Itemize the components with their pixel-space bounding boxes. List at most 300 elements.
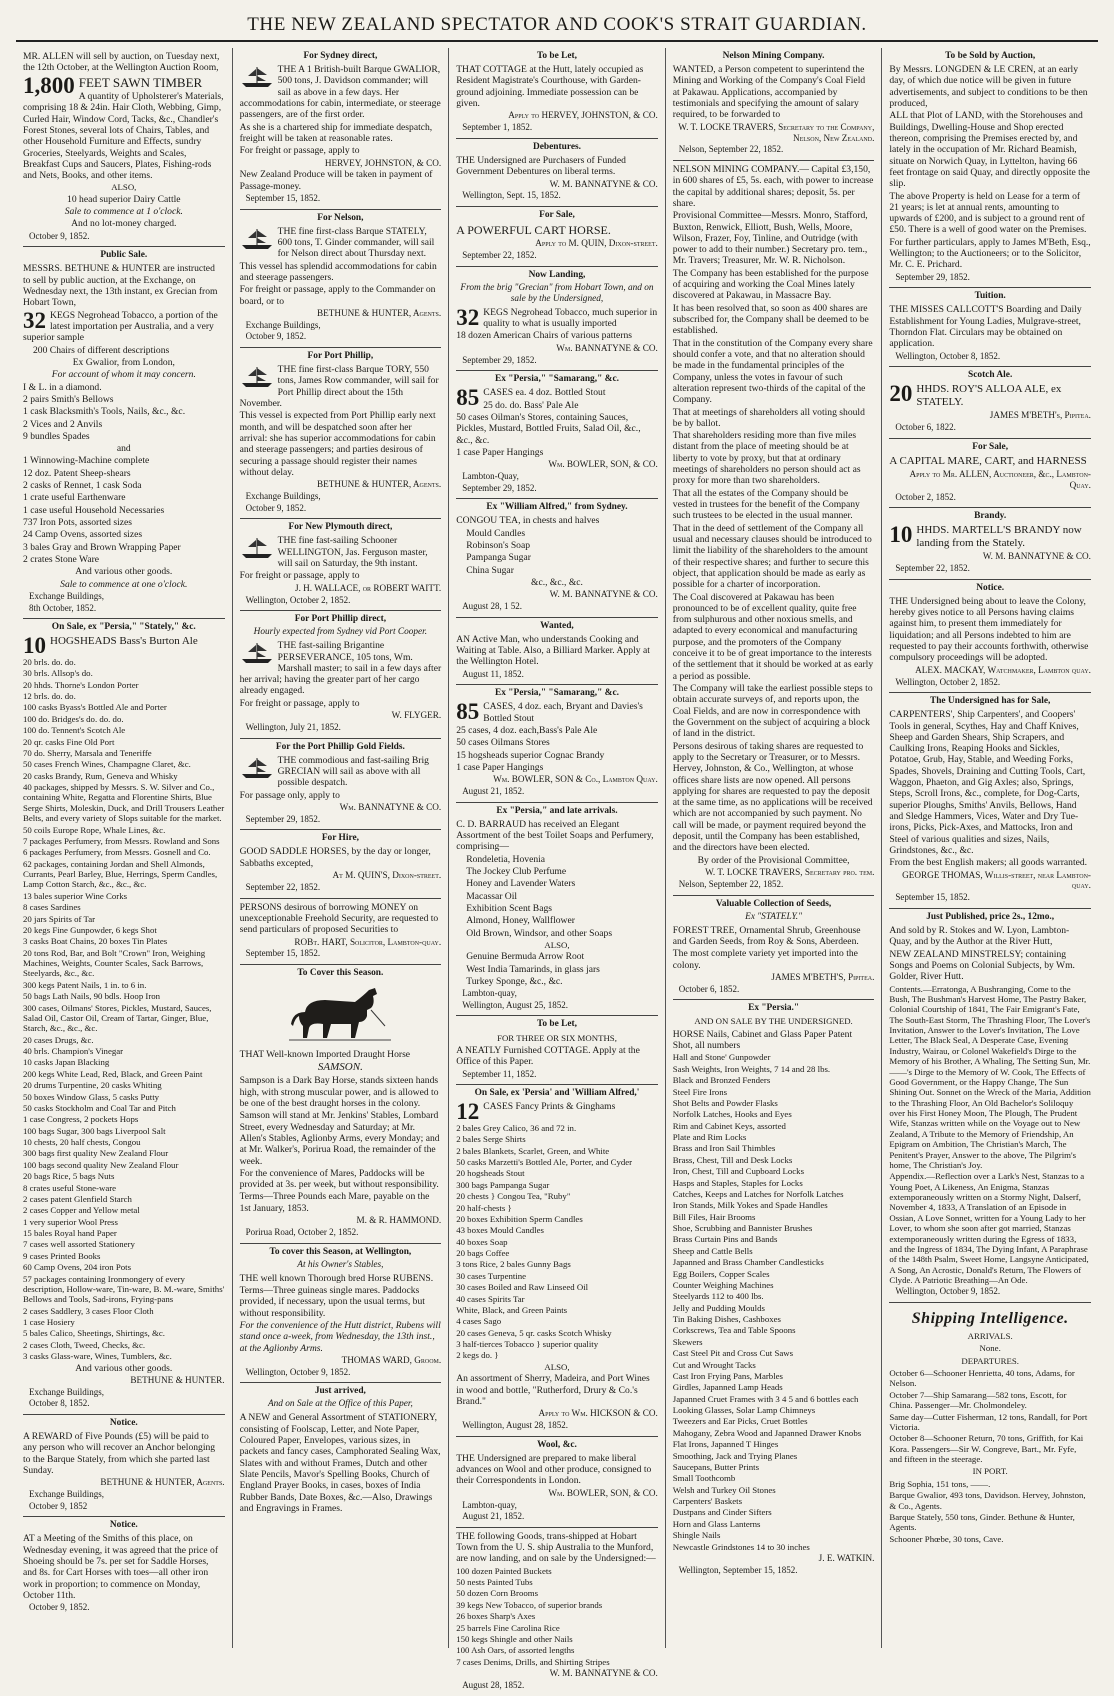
- ad-signature: BETHUNE & HUNTER, Agents.: [316, 479, 442, 490]
- list-item: 20 casks Brandy, Rum, Geneva and Whisky: [23, 770, 178, 781]
- list-item: 20 hhds. Thorne's London Porter: [23, 679, 139, 690]
- ad-freight: For freight or passage, apply to: [239, 145, 360, 157]
- list-item: and: [116, 443, 131, 455]
- ad-lead: MR. ALLEN will sell by auction, on Tuesday next, the 12th October, at the Wellington Auction Room,: [23, 51, 220, 74]
- ad-number: 20: [889, 381, 913, 407]
- ad-signature: Wm. BANNATYNE & CO.: [339, 801, 442, 812]
- ad-number: 32: [23, 307, 46, 333]
- ad-heading: Tuition.: [974, 291, 1006, 302]
- ad-body: An assortment of Sherry, Madeira, and Port Wines in wood and bottle, "Rutherford, Drury & Co.'s Brand.": [456, 1373, 650, 1407]
- ad-number: 12: [456, 1099, 480, 1125]
- list-item: Mahogany, Zebra Wood and Japanned Drawer Knobs: [672, 1427, 862, 1438]
- ad-now-landing: [456, 267, 658, 371]
- ad-body: This vessel is expected from Port Phillip early next month, and will be despatched soon after her arrival: she has superior accommodations for cabin and steerage passengers; and parties desirous of securing a passage should register their names without delay.: [239, 410, 436, 478]
- ad-wool: [456, 1437, 658, 1528]
- ad-bottled-stout: [456, 371, 658, 499]
- list-item: 100 bags Sugar, 300 bags Liverpool Salt: [23, 1125, 166, 1136]
- ad-date: August 21, 1852.: [462, 1511, 525, 1522]
- ad-sale-time: Sale to commence at one o'clock.: [60, 578, 188, 590]
- list-item: October 7—Ship Samarang—582 tons, Escott, for China. Passenger—Mr. Cholmondeley.: [889, 1389, 1067, 1411]
- ad-date: September 15, 1852.: [245, 193, 321, 204]
- ad-heading: On Sale, ex "Persia," "Stately," &c.: [51, 622, 196, 633]
- ad-heading: Just arrived,: [314, 1386, 366, 1397]
- list-item: Norfolk Latches, Hooks and Eyes: [672, 1109, 792, 1120]
- ad-also: ALSO,: [544, 1361, 570, 1372]
- ship-icon: [240, 641, 274, 665]
- ad-lead: THE Undersigned being about to leave the Colony, hereby gives notice to all Persons having claims against him, to present them immediately for liquidation; and all Persons indebted to him are requested to pay their accounts forthwith, otherwise compulsory proceedings will be adopted.: [889, 595, 1089, 664]
- list-item: Robinson's Soap: [466, 539, 531, 551]
- ad-heading: Notice.: [976, 582, 1005, 593]
- ad-signature: Apply to Mr. ALLEN, Auctioneer, &c., Lambton-Quay.: [909, 468, 1091, 490]
- item-list: [673, 1052, 875, 1552]
- list-item: 70 do. Sherry, Marsala and Teneriffe: [23, 747, 152, 758]
- ad-signature: HERVEY, JOHNSTON, & CO.: [324, 157, 442, 168]
- list-item: Macassar Oil: [466, 890, 518, 902]
- list-item: 20 drums Turpentine, 20 casks Whiting: [23, 1080, 162, 1091]
- list-item: 20 brls. do. do.: [23, 656, 76, 667]
- ad-heading: For Port Phillip,: [307, 351, 374, 362]
- list-item: 20 half-chests }: [456, 1202, 512, 1213]
- ad-subheading: FOR THREE OR SIX MONTHS,: [497, 1032, 617, 1043]
- ad-date: October 9, 1852: [29, 1500, 88, 1511]
- ad-public-sale: [23, 247, 225, 619]
- ad-reward-notice: [23, 1415, 225, 1517]
- list-item: 3 tons Rice, 2 bales Gunny Bags: [456, 1259, 571, 1270]
- ad-port-phillip-tory: [240, 348, 442, 519]
- list-item: 3 casks Boat Chains, 20 boxes Tin Plates: [23, 936, 168, 947]
- ad-place: Lambton-Quay,: [462, 470, 519, 481]
- ad-trans-shipped: [456, 1528, 658, 1696]
- ad-subheading: From the brig "Grecian" from Hobart Town, and on sale by the Undersigned,: [460, 282, 654, 304]
- ship-icon: [240, 365, 274, 389]
- ad-debentures: [456, 139, 658, 207]
- ad-lead: THE commodious and fast-sailing Brig GRECIAN will sail as above with all possible despatch.: [277, 754, 429, 789]
- ad-lead: A NEW and General Assortment of STATIONERY, consisting of Foolscap, Letter, and Note Paper, Coloured Paper, Envelopes, various sizes, in packets and fancy cases, Camphorated Sealing Wax, Slates with and without Frames, Dutch and other Slate Pencils, Mavor's Spelling Books, Church of England Prayer Books, in cases, boxes of India Rubber Bands, Date Boxes, &c.—Also, Drawings and Engravings in Frames.: [239, 1412, 441, 1514]
- ad-subheading: AND ON SALE BY THE UNDERSIGNED.: [694, 1016, 853, 1027]
- ad-date: August 21, 1852.: [462, 786, 525, 797]
- list-item: 100 Ash Oars, of assorted lengths: [456, 1645, 575, 1656]
- ad-body: The most complete variety yet imported into the colony.: [672, 948, 858, 971]
- ad-heading: Ex "William Alfred," from Sydney.: [486, 502, 628, 513]
- ad-stationery: [240, 1383, 442, 1519]
- list-item: Barque Gwalior, 493 tons, Davidson. Hervey, Johnston, & Co., Agents.: [889, 1490, 1086, 1511]
- list-item: 2 crates Stone Ware: [23, 553, 100, 565]
- list-item: 2 kegs do. }: [456, 1350, 499, 1361]
- ad-place: Lambton-quay,: [462, 988, 517, 999]
- list-item: 6 packages Perfumery, from Messrs. Gosnell and Co.: [23, 847, 211, 858]
- ad-signature: W. T. LOCKE TRAVERS, Secretary to the Company, Nelson, New Zealand.: [678, 121, 875, 143]
- list-item: 10 casks Japan Blacking: [23, 1057, 110, 1068]
- list-item: 50 casks Stockholm and Coal Tar and Pitch: [23, 1102, 176, 1113]
- ad-heading: Now Landing,: [528, 269, 586, 280]
- arrivals-none: None.: [979, 1343, 1001, 1354]
- list-item: 24 Camp Ovens, assorted sizes: [23, 529, 143, 541]
- ad-date: August 28, 1852.: [462, 1679, 525, 1690]
- ad-signature: W. FLYGER.: [391, 710, 442, 721]
- ad-date: Nelson, September 22, 1852.: [678, 144, 784, 155]
- ad-heading: Ex "Persia," "Samarang," &c.: [495, 688, 619, 699]
- ad-date: September 11, 1852.: [462, 1068, 537, 1079]
- list-item: 30 cases Turpentine: [456, 1270, 527, 1281]
- list-item: 1 Winnowing-Machine complete: [23, 455, 150, 467]
- ad-date: October 9, 1852.: [245, 331, 307, 342]
- list-item: 15 hogsheads superior Cognac Brandy: [456, 749, 605, 761]
- list-item: 30 cases Boiled and Raw Linseed Oil: [456, 1282, 589, 1293]
- ad-date: Wellington, August 25, 1852.: [462, 999, 568, 1010]
- ad-subheading: Ex "STATELY.": [745, 911, 803, 922]
- ad-paragraph: The Company will take the earliest possible steps to obtain accurate surveys of, and reports upon, the Coal Fields, and are now in correspondence with the Government on the subject of acquiring a block of land in the district.: [672, 683, 873, 740]
- list-item: Pampanga Sugar: [466, 552, 531, 564]
- ad-signature: ROBt. HART, Solicitor, Lambton-quay.: [294, 936, 442, 947]
- ad-lead: PERSONS desirous of borrowing MONEY on unexceptionable Freehold Security, are requested to send particulars of proposed Securities to: [239, 901, 439, 936]
- ad-heading: For Port Phillip direct,: [294, 614, 387, 625]
- list-item: Saucepans, Butter Prints: [672, 1461, 760, 1472]
- ad-nelson-stately: [240, 210, 442, 348]
- list-item: 2 cases Copper and Yellow metal: [23, 1205, 140, 1216]
- list-item: 39 kegs New Tobacco, of superior brands: [456, 1599, 603, 1610]
- ad-signature: W. T. LOCKE TRAVERS, Secretary pro. tem.: [705, 867, 875, 878]
- ad-barraud-soaps: [456, 803, 658, 1017]
- ad-terms: Terms—Three guineas single mares. Paddocks provided, if necessary, upon the usual terms, but without responsibility.: [239, 1284, 425, 1319]
- ad-signature: M. & R. HAMMOND.: [356, 1215, 442, 1226]
- item-list: [456, 1123, 658, 1361]
- ad-lead: MESSRS. BETHUNE & HUNTER are instructed to sell by public auction, at the Exchange, on Wednesday next, the 13th instant, ex Grecian from Hobart Town,: [23, 263, 218, 309]
- list-item: 1 case Hosiery: [23, 1317, 75, 1328]
- ad-terms: Terms—Three Pounds each Mare, payable on the 1st January, 1853.: [239, 1191, 430, 1214]
- ad-headline: CASES ea. 4 doz. Bottled Stout: [483, 387, 606, 399]
- list-item: 7 packages Perfumery, from Messrs. Rowland and Sons: [23, 835, 220, 846]
- list-item: Dustpans and Cinder Sifters: [672, 1507, 772, 1518]
- list-item: Shingle Nails: [672, 1530, 721, 1541]
- list-item: Shoe, Scrubbing and Bannister Brushes: [672, 1223, 813, 1234]
- ad-congou-tea: [456, 499, 658, 617]
- ad-freight: For passage only, apply to: [239, 789, 340, 801]
- list-item: Hall and Stone' Gunpowder: [672, 1052, 771, 1063]
- list-item: 57 packages containing Ironmongery of every description, Hollow-ware, Tin-ware, B. M.-ware, Smiths' Bellows and Tools, Sad-irons, Frying-pans: [23, 1273, 225, 1305]
- ad-date: August 28, 1 52.: [462, 601, 522, 612]
- ad-date: October 9, 1852.: [29, 230, 90, 241]
- ad-tuition: [889, 288, 1091, 367]
- ad-brandy: [889, 508, 1091, 580]
- list-item: Cut and Wrought Tacks: [672, 1359, 756, 1370]
- ad-lead: And sold by R. Stokes and W. Lyon, Lambton-Quay, and by the Author at the River Hutt,: [889, 925, 1070, 948]
- ad-body: The above Property is held on Lease for a term of 21 years; is let at annual rents, amounting to upwards of £200, and is subject to a ground rent of £50. There is a well of good water on the Premises.: [889, 190, 1087, 236]
- list-item: October 6—Schooner Henrietta, 40 tons, Adams, for Nelson.: [889, 1368, 1075, 1389]
- list-item: 50 boxes Window Glass, 5 casks Putty: [23, 1091, 160, 1102]
- list-item: 1 case useful Household Necessaries: [23, 504, 165, 516]
- list-item: 15 bales Royal hand Paper: [23, 1228, 117, 1239]
- list-item: 7 cases well assorted Stationery: [23, 1239, 135, 1250]
- ad-heading: For Sale,: [539, 210, 575, 220]
- list-item: 300 kegs Patent Nails, 1 in. to 6 in.: [23, 979, 147, 990]
- list-item: 9 cases Printed Books: [23, 1250, 101, 1261]
- ad-cottage-hutt: [456, 48, 658, 139]
- ad-lead: CONGOU TEA, in chests and halves: [456, 515, 600, 527]
- ad-body: This vessel has splendid accommodations for cabin and steerage passengers.: [239, 260, 437, 284]
- list-item: 1 very superior Wool Press: [23, 1216, 118, 1227]
- ad-headline: CASES Fancy Prints & Ginghams: [483, 1101, 616, 1113]
- list-item: 12 doz. Patent Sheep-shears: [23, 467, 131, 479]
- list-item: 2 bales Blankets, Scarlet, Green, and White: [456, 1145, 610, 1156]
- ad-land-auction: [889, 48, 1091, 288]
- ad-body: Samson will stand at Mr. Jenkins' Stables, Lombard Street, every Wednesday and Saturday; at Mr. Allen's Stables, Aglionby Arms, every Monday; and at Mr. Walker's, Porirua Road, the remainder of the week.: [239, 1110, 440, 1167]
- list-item: 50 bags Lath Nails, 90 bdls. Hoop Iron: [23, 991, 161, 1002]
- ad-item: 200 Chairs of different descriptions: [33, 344, 170, 356]
- list-item: 100 bags second quality New Zealand Flour: [23, 1159, 179, 1170]
- list-item: Brass Curtain Pins and Bands: [672, 1234, 778, 1245]
- list-item: Cast Iron Frying Pans, Marbles: [672, 1370, 783, 1381]
- ad-lead: THE fine first-class Barque STATELY, 600 tons, T. Ginder commander, will sail for Nelson direct about Thursday next.: [277, 225, 435, 260]
- list-item: Newcastle Grindstones 14 to 30 inches: [672, 1541, 810, 1552]
- ad-date: August 11, 1852.: [462, 668, 524, 679]
- list-item: Smoothing, Jack and Trying Planes: [672, 1450, 798, 1461]
- list-item: 50 dozen Corn Brooms: [456, 1588, 539, 1599]
- horse-name: SAMSON.: [317, 1061, 363, 1074]
- ad-number: 32: [456, 304, 480, 330]
- list-item: 7 cases Denims, Drills, and Shirting Stripes: [456, 1656, 610, 1667]
- ad-mining-wanted: [673, 48, 875, 161]
- ad-date: September 29, 1852.: [462, 482, 537, 493]
- list-item: 1 case Paper Hangings: [456, 761, 544, 773]
- ad-paragraph: The Coal discovered at Pakawau has been pronounced to be of excellent quality, quite free from sulphurous and other noxious smells, and adapted to every economical and manufacturing purpose, and the promoters of the Company conceive it to be of great importance to the interests of the settlement that it should be worked at as early a period as possible.: [672, 591, 874, 682]
- list-item: Steelyards 112 to 400 lbs.: [672, 1291, 764, 1302]
- list-item: Jelly and Pudding Moulds: [672, 1302, 765, 1313]
- ad-sale-time: Sale to commence at 1 o'clock.: [64, 206, 183, 218]
- list-item: 1 case Congress, 2 pockets Hops: [23, 1114, 139, 1125]
- list-item: 62 packages, containing Jordan and Shell Almonds, Currants, Pearl Barley, Blue, Herrings, Sperm Candles, Lamp Cotton Starch, &c., &c., &c.: [23, 858, 218, 890]
- list-item: 1 cask Blacksmith's Tools, Nails, &c., &c.: [23, 406, 186, 418]
- list-item: 25 barrels Fine Carolina Rice: [456, 1622, 560, 1633]
- list-item: 2 cases Cloth, Tweed, Checks, &c.: [23, 1339, 146, 1350]
- ad-lead: THE fast-sailing Brigantine PERSEVERANCE, 105 tons, Wm. Marshall master; to sail in a few days after her arrival; having the greater part of her cargo already engaged.: [239, 640, 442, 697]
- ad-heading: Just Published, price 2s., 12mo.,: [926, 911, 1055, 922]
- ad-date: Porirua Road, October 2, 1852.: [245, 1226, 359, 1237]
- list-item: 2 bales Serge Shirts: [456, 1134, 526, 1145]
- list-item: Japanned Cruet Frames with 3 4 5 and 6 bottles each: [672, 1393, 859, 1404]
- list-item: Almond, Honey, Wallflower: [466, 915, 575, 927]
- list-item: 20 boxes Exhibition Sperm Candles: [456, 1213, 583, 1224]
- ad-body: As she is a chartered ship for immediate despatch, freight will be taken at reasonable rates.: [239, 121, 433, 144]
- ad-paragraph: That in the deed of settlement of the Company all usual and necessary clauses should be introduced to limit the liability of the shareholders to the amount of their respective shares; and further to secure this object, that application should be made as early as possible for a charter of incorporation.: [672, 522, 872, 591]
- item-list: [456, 1566, 658, 1667]
- list-item: 30 brls. Allsop's do.: [23, 668, 93, 679]
- ad-lead: THE following Goods, trans-shipped at Hobart Town from the U. S. ship Australia to the Munford, are now landing, and on sale by the Undersigned:—: [456, 1530, 656, 1565]
- ad-heading: To be Sold by Auction,: [945, 51, 1036, 61]
- ship-icon: [240, 65, 274, 89]
- list-item: 25 cases, 4 doz. each,Bass's Pale Ale: [456, 725, 598, 736]
- column-4: [666, 48, 883, 1648]
- ad-date: October 6, 1852.: [678, 983, 740, 994]
- list-item: 20 tons Rod, Bar, and Bolt "Crown" Iron, Weighing Machines, Weights, Counter Scales, Sack Barrows, Steelyards, &c., &c.: [23, 947, 206, 979]
- list-item: 3 half-tierces Tobacco } superior quality: [456, 1339, 599, 1350]
- ad-ex: Ex Gwalior, from London,: [72, 356, 175, 368]
- ad-heading: To be Let,: [536, 1019, 577, 1030]
- list-item: 26 boxes Sharp's Axes: [456, 1611, 536, 1622]
- list-item: 20 jars Spirits of Tar: [23, 913, 96, 924]
- list-item: China Sugar: [466, 564, 514, 576]
- ad-grecian: [240, 739, 442, 831]
- ad-body: For further particulars, apply to James M'Beth, Esq., Wellington; to the Auctioneers; or to the Solicitor, Mr. C. E. Prichard.: [889, 236, 1091, 271]
- ad-date: Nelson, September 22, 1852.: [678, 878, 784, 889]
- list-item: 40 boxes Soap: [456, 1236, 508, 1247]
- shipping-intelligence: [889, 1303, 1091, 1549]
- list-item: 2 cases Saddlery, 3 cases Floor Cloth: [23, 1305, 154, 1316]
- ad-date: Wellington, October 8, 1852.: [895, 350, 1001, 361]
- ad-signature: J. E. WATKIN.: [818, 1552, 875, 1563]
- list-item: 300 bags Pampanga Sugar: [456, 1179, 550, 1190]
- ad-subheading: And on Sale at the Office of this Paper,: [267, 1399, 413, 1410]
- item-list: [23, 382, 225, 566]
- list-item: 50 nests Painted Tubs: [456, 1577, 533, 1588]
- ad-date: September 29, 1852.: [245, 813, 321, 824]
- ad-heading: Notice.: [109, 1417, 138, 1428]
- ad-lead: C. D. BARRAUD has received an Elegant Assortment of the best Toilet Soaps and Perfumery, comprising—: [456, 818, 654, 853]
- ad-bryant-stout: [456, 685, 658, 802]
- ad-headline: ALL that Plot of LAND, with the Storehouses and Buildings, Dwelling-House and Shop erected thereon, comprising the Premises erected by, and lately in the occupation of Mr. Richard Beamish, situate on Norwich Quay, in Lyttelton, having 66 feet frontage on said Quay, and directly opposite the slip.: [889, 110, 1090, 190]
- ad-timber-auction: [23, 48, 225, 247]
- list-item: Japanned and Brass Chamber Candlesticks: [672, 1257, 824, 1268]
- ad-headline: CASES, 4 doz. each, Bryant and Davies's Bottled Stout: [483, 701, 643, 724]
- list-item: 4 cases Sago: [456, 1316, 502, 1327]
- list-item: Egg Boilers, Copper Scales: [672, 1268, 770, 1279]
- list-item: 100 casks Byass's Bottled Ale and Porter: [23, 702, 167, 713]
- ad-item: 18 dozen American Chairs of various patterns: [456, 330, 633, 342]
- horse-icon: [285, 982, 395, 1046]
- ad-paragraph: The Company has been established for the purpose of acquiring and working the Coal Mines lately discovered at Pakawau, in Massacre Bay.: [672, 267, 869, 302]
- ad-lead: THAT Well-known Imported Draught Horse: [239, 1049, 411, 1061]
- list-item: 300 cases, Oilmans' Stores, Pickles, Mustard, Sauces, Salad Oil, Castor Oil, Cream of Tartar, Ginger, Blue, Starch, &c., &c., &c.: [23, 1002, 212, 1034]
- ad-signature: JAMES M'BETH's, Pipitea.: [989, 410, 1091, 421]
- ad-appendix: Appendix.—Reflection over a Lark's Nest, Stanzas to a Young Poet, A Likeness, An Enigma, Stanzas extemporaneously written on a Stormy Night, Dalserf, November 4, 1833, A Translation of an Episode in Ossian, A Love Sonnet, written for a Young Lady to her Lover, to whom she soon after got married, Stanzas extemporaneously written during the Egress of 1833, and the Ingress of 1834, The Dying Infant, A Paraphrase of the 148th Psalm, Sweet Home, Langsyne Anticipated, A Song, An Acrostic, Donald's Return, The Flowers of Clyde. A Patriotic Breathing—An Ode.: [889, 1171, 1089, 1286]
- ad-heading: Wool, &c.: [537, 1439, 577, 1450]
- ad-date: October 2, 1852.: [895, 491, 956, 502]
- ad-perseverance: [240, 611, 442, 738]
- ad-paragraph: It has been resolved that, so soon as 400 shares are subscribed for, the Company shall be deemed to be established.: [672, 302, 869, 337]
- ad-lead: GOOD SADDLE HORSES, by the day or longer, Sabbaths excepted,: [239, 846, 431, 869]
- ad-signature: ALEX. MACKAY, Watchmaker, Lambton quay.: [915, 664, 1091, 675]
- ad-place: Exchange Buildings,: [29, 590, 104, 601]
- ad-date: Wellington, September 15, 1852.: [678, 1564, 798, 1575]
- ad-signature: W. M. BANNATYNE & CO.: [549, 178, 658, 189]
- ad-item: 10 head superior Dairy Cattle: [67, 193, 181, 205]
- list-item: 50 casks Marzetti's Bottled Ale, Porter, and Cyder: [456, 1157, 633, 1168]
- ad-heading: For Hire,: [321, 833, 359, 844]
- ad-date: September 22, 1852.: [245, 881, 321, 892]
- ad-signature: Wm. BOWLER, SON & Co., Lambton Quay.: [493, 774, 658, 785]
- list-item: Iron, Chest, Till and Cupboard Locks: [672, 1166, 804, 1177]
- list-item: Tin Baking Dishes, Cashboxes: [672, 1314, 781, 1325]
- ad-headline: FEET SAWN TIMBER: [78, 74, 203, 90]
- list-item: 200 kegs White Lead, Red, Black, and Green Paint: [23, 1068, 203, 1079]
- list-item: Schooner Phœbe, 30 tons, Cave.: [889, 1533, 1004, 1544]
- ad-date: Wellington, October 2, 1852.: [245, 594, 351, 605]
- section-title: Shipping Intelligence.: [911, 1310, 1069, 1328]
- ad-date: Wellington, Sept. 15, 1852.: [462, 190, 561, 201]
- list-item: Sash Weights, Iron Weights, 7 14 and 28 lbs.: [672, 1063, 831, 1074]
- list-item: Cast Steel Pit and Cross Cut Saws: [672, 1348, 794, 1359]
- column-3: [449, 48, 666, 1690]
- list-item: Honey and Lavender Waters: [466, 878, 576, 890]
- ad-body: For the convenience of the Hutt district, Rubens will stand once a-week, from Wednesday, the 13th inst., at the Aglionby Arms.: [239, 1319, 441, 1354]
- list-item: Brass and Iron Sail Thimbles: [672, 1143, 776, 1154]
- ad-heading: To Cover this Season.: [297, 967, 384, 978]
- ad-sydney-gwalior: [240, 48, 442, 210]
- list-item: Rim and Cabinet Keys, assorted: [672, 1120, 786, 1131]
- list-item: 50 cases Oilmans Stores: [456, 737, 550, 749]
- ad-new-plymouth: [240, 519, 442, 611]
- ad-heading: On Sale, ex 'Persia' and 'William Alfred,': [474, 1088, 640, 1099]
- list-item: 3 casks Glass-ware, Wines, Tumblers, &c.: [23, 1351, 172, 1362]
- list-item: Catches, Keeps and Latches for Norfolk Latches: [672, 1188, 844, 1199]
- list-item: October 8—Schooner Return, 70 tons, Griffith, for Kai Kora. Passengers—Sir W. Congreve, Bart., Mr. Fyfe, and fifteen in the steerage.: [889, 1433, 1084, 1465]
- list-item: Black and Bronzed Fenders: [672, 1075, 771, 1086]
- ad-headline: HHDS. MARTELL'S BRANDY now landing from the Stately.: [916, 524, 1082, 550]
- departures-list: [889, 1368, 1091, 1464]
- ad-minstrelsy: [889, 909, 1091, 1303]
- list-item: 300 bags first quality New Zealand Flour: [23, 1148, 169, 1159]
- ad-lead: A CAPITAL MARE, CART, and HARNESS: [889, 454, 1087, 467]
- ad-signature: THOMAS WARD, Groom.: [341, 1354, 442, 1365]
- ad-lead: THE A 1 British-built Barque GWALIOR, 500 tons, J. Davidson commander; will sail as above in a few days. Her accommodations for cabin, intermediate, or steerage passengers, are of the first order.: [239, 64, 441, 121]
- ad-lead: THE MISSES CALLCOTT'S Boarding and Daily Establishment for Young Ladies, Mulgrave-street, Thorndon Flat. Circulars may be obtained on application.: [889, 304, 1082, 350]
- list-item: Same day—Cutter Fisherman, 12 tons, Randall, for Port Victoria.: [889, 1411, 1088, 1432]
- arrivals-heading: ARRIVALS.: [967, 1330, 1013, 1341]
- list-item: 1 case Paper Hangings: [456, 446, 544, 458]
- list-item: 13 bales superior Wine Corks: [23, 890, 128, 901]
- list-item: 25 do. do. Bass' Pale Ale: [483, 399, 579, 411]
- ad-lead: THAT COTTAGE at the Hutt, lately occupied as Resident Magistrate's Courthouse, with Garden-ground adjoining. Immediate possession can be given.: [456, 64, 644, 110]
- ad-seeds: [673, 896, 875, 1001]
- ad-signature: W. M. BANNATYNE & CO.: [982, 551, 1091, 562]
- ad-paragraph: Provisional Committee—Messrs. Monro, Stafford, Buxton, Renwick, Elliott, Bush, Wells, Moore, Wilson, Frazer, Foy, Tinline, and Outridge (with power to add to their number.) Secretary pro. tem., Mr. Travers; Treasurer, Mr. W. R. Nicholson.: [672, 210, 868, 267]
- ad-headline: HHDS. ROY'S ALLOA ALE, ex STATELY.: [916, 383, 1062, 409]
- list-item: 3 bales Gray and Brown Wrapping Paper: [23, 541, 181, 553]
- ad-carpenters-tools: [889, 693, 1091, 909]
- list-item: 2 cases patent Glenfield Starch: [23, 1193, 132, 1204]
- ad-lead: THE Undersigned are prepared to make liberal advances on Wool and other produce, consigned to their Correspondents in London.: [456, 1452, 652, 1487]
- ad-heading: For Sydney direct,: [303, 51, 378, 61]
- ad-smiths-notice: [23, 1517, 225, 1618]
- ad-number: 1,800: [23, 72, 75, 98]
- ad-date: Wellington, October 9, 1852.: [895, 1286, 1001, 1297]
- ad-heading: Wanted,: [540, 620, 574, 631]
- list-item: 8 crates useful Stone-ware: [23, 1182, 117, 1193]
- ad-cart-horse: [456, 207, 658, 267]
- list-item: 40 packages, shipped by Messrs. S. W. Silver and Co., containing White, Regatta and Florentine Shirts, Blue Serge Shirts, Moleskin, Duck, and Drill Trousers Leather Belts, and every variety of Slops suitable for the market.: [23, 782, 225, 824]
- list-item: 20 chests } Congou Tea, "Ruby": [456, 1191, 571, 1202]
- ship-icon: [240, 536, 274, 560]
- ad-various: And various other goods.: [75, 1362, 173, 1374]
- list-item: Brig Sophia, 151 tons, ——.: [889, 1478, 991, 1489]
- ad-paragraph: That in the constitution of the Company every share should confer a vote, and that no alteration should be made in the fundamental principles of the Company, unless the votes in favour of such alteration represent two-thirds of the capital of the Company.: [672, 337, 873, 406]
- ad-for-hire: [240, 830, 442, 898]
- ad-date: 8th October, 1852.: [29, 602, 97, 613]
- ad-freight: For freight or passage, apply to: [239, 570, 360, 582]
- ad-heading: Ex "Persia," and late arrivals.: [496, 805, 618, 816]
- ad-date: October 9, 1852.: [29, 1602, 90, 1613]
- list-item: 1 crate useful Earthenware: [23, 492, 126, 504]
- list-item: Hasps and Staples, Staples for Locks: [672, 1177, 803, 1188]
- list-item: 9 bundles Spades: [23, 430, 90, 442]
- ad-heading: Ex "Persia," "Samarang," &c.: [495, 374, 619, 385]
- item-list: [23, 657, 225, 1362]
- list-item: Corkscrews, Tea and Table Spoons: [672, 1325, 796, 1336]
- list-item: 20 kegs Fine Gunpowder, 6 kegs Shot: [23, 924, 157, 935]
- ad-lead: A POWERFUL CART HORSE.: [456, 223, 611, 238]
- ad-signature: BETHUNE & HUNTER, Agents.: [316, 307, 442, 318]
- list-item: Genuine Bermuda Arrow Root: [466, 951, 585, 963]
- ad-samson-horse: [240, 965, 442, 1244]
